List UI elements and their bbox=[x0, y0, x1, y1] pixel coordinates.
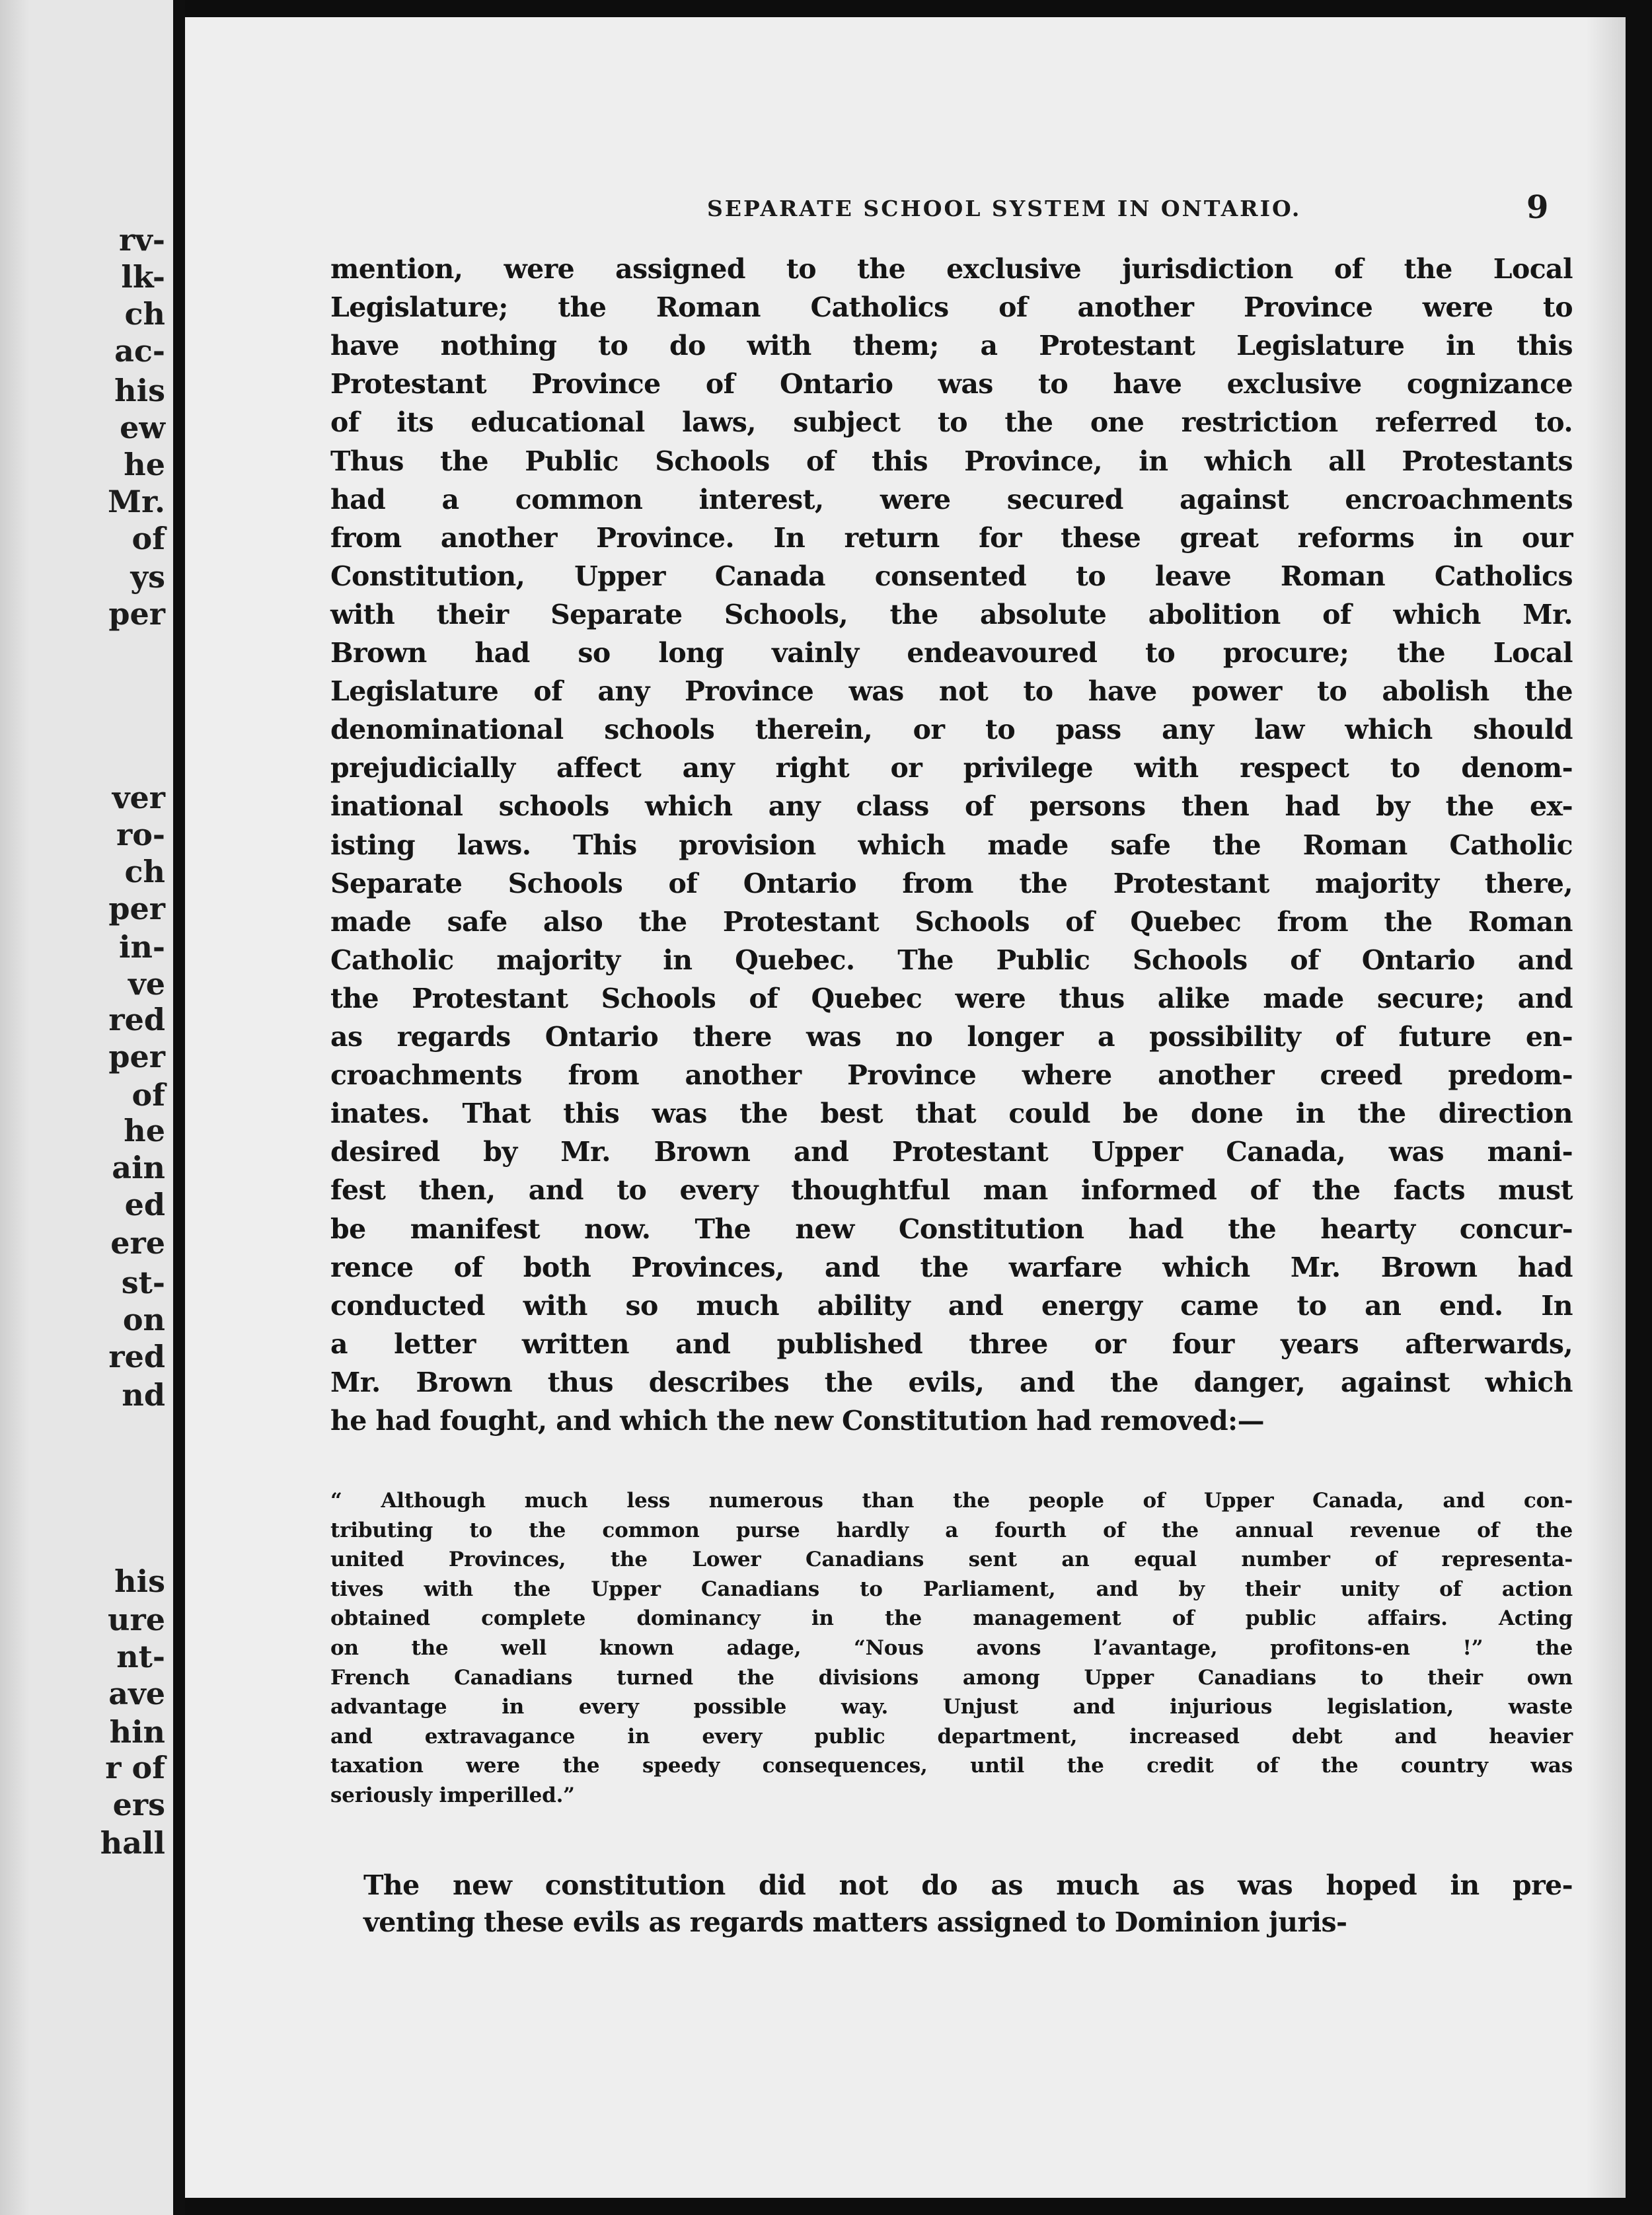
facing-page-text-fragment: r of bbox=[105, 1750, 165, 1785]
facing-page-text-fragment: his bbox=[114, 1563, 165, 1599]
facing-page-text-fragment: hin bbox=[109, 1714, 165, 1750]
body-line: Thus the Public Schools of this Province, in which all Protestants bbox=[330, 445, 1573, 477]
facing-page-text-fragment: ere bbox=[110, 1225, 165, 1261]
body-line: of its educational laws, subject to the one restriction referred to. bbox=[330, 406, 1573, 439]
quote-line: tributing to the common purse hardly a fourth of the annual revenue of the bbox=[330, 1518, 1573, 1542]
facing-page-text-fragment: ys bbox=[130, 559, 165, 595]
body-line: from another Province. In return for these great reforms in our bbox=[330, 521, 1573, 554]
facing-page-text-fragment: of bbox=[131, 1077, 165, 1113]
body-line: Protestant Province of Ontario was to have exclusive cognizance bbox=[330, 368, 1573, 400]
book-page bbox=[185, 17, 1626, 2198]
facing-page-text-fragment: ure bbox=[108, 1602, 165, 1637]
body-line: he had fought, and which the new Constitution had removed:— bbox=[330, 1405, 1264, 1437]
body-line: Legislature of any Province was not to have power to abolish the bbox=[330, 675, 1573, 708]
facing-page-text-fragment: ain bbox=[112, 1150, 165, 1185]
body-line: had a common interest, were secured against encroachments bbox=[330, 483, 1573, 515]
facing-page-text-fragment: rv- bbox=[118, 222, 165, 258]
facing-page-text-fragment: ch bbox=[124, 854, 165, 889]
facing-page-text-fragment: Mr. bbox=[108, 484, 165, 519]
body-line: made safe also the Protestant Schools of Quebec from the Roman bbox=[330, 905, 1573, 938]
quote-line: united Provinces, the Lower Canadians sent an equal number of representa- bbox=[330, 1548, 1573, 1572]
facing-page-text-fragment: ed bbox=[124, 1187, 165, 1222]
facing-page-text-fragment: in- bbox=[118, 929, 165, 965]
body-line: inational schools which any class of persons then had by the ex- bbox=[330, 790, 1573, 823]
body-line: the Protestant Schools of Quebec were thus alike made secure; and bbox=[330, 982, 1573, 1014]
quote-line: tives with the Upper Canadians to Parliament, and by their unity of action bbox=[330, 1577, 1573, 1601]
facing-page-text-fragment: of bbox=[131, 521, 165, 556]
quote-line: on the well known adage, “Nous avons l’avantage, profitons-en !” the bbox=[330, 1636, 1573, 1660]
facing-page-text-fragment: nd bbox=[122, 1377, 165, 1413]
facing-page-text-fragment: per bbox=[108, 1039, 165, 1074]
body-line: desired by Mr. Brown and Protestant Upper Canada, was mani- bbox=[330, 1136, 1573, 1168]
body-line: inates. That this was the best that could be done in the direction bbox=[330, 1098, 1573, 1130]
running-head-title: SEPARATE SCHOOL SYSTEM IN ONTARIO. bbox=[707, 196, 1302, 221]
body-line: fest then, and to every thoughtful man informed of the facts must bbox=[330, 1174, 1573, 1207]
facing-page-text-fragment: ch bbox=[124, 296, 165, 332]
body-line: Constitution, Upper Canada consented to leave Roman Catholics bbox=[330, 560, 1573, 592]
facing-page-text-fragment: red bbox=[108, 1339, 165, 1374]
facing-page-text-fragment: per bbox=[108, 891, 165, 926]
body-line: venting these evils as regards matters assigned to Dominion juris- bbox=[363, 1906, 1347, 1938]
facing-page-text-fragment: ro- bbox=[116, 817, 165, 852]
quote-line: seriously imperilled.” bbox=[330, 1783, 575, 1807]
facing-page-text-fragment: on bbox=[122, 1302, 165, 1337]
body-line: rence of both Provinces, and the warfare which Mr. Brown had bbox=[330, 1251, 1573, 1283]
facing-page-text-fragment: ver bbox=[112, 780, 165, 815]
body-line: a letter written and published three or four years afterwards, bbox=[330, 1328, 1573, 1360]
body-line: croachments from another Province where another creed predom- bbox=[330, 1059, 1573, 1092]
body-line: as regards Ontario there was no longer a possibility of future en- bbox=[330, 1021, 1573, 1053]
body-line: The new constitution did not do as much as was hoped in pre- bbox=[363, 1869, 1573, 1901]
facing-page-text-fragment: red bbox=[108, 1002, 165, 1037]
body-line: prejudicially affect any right or privilege with respect to denom- bbox=[330, 752, 1573, 784]
quote-line: obtained complete dominancy in the management of public affairs. Acting bbox=[330, 1606, 1573, 1631]
body-line: Brown had so long vainly endeavoured to procure; the Local bbox=[330, 637, 1573, 669]
body-line: be manifest now. The new Constitution had the hearty concur- bbox=[330, 1213, 1573, 1245]
body-line: Mr. Brown thus describes the evils, and the danger, against which bbox=[330, 1366, 1573, 1398]
running-head bbox=[515, 177, 1573, 226]
facing-page-text-fragment: he bbox=[124, 1113, 165, 1148]
facing-page-text-fragment: ew bbox=[120, 410, 165, 445]
facing-page-text-fragment: ers bbox=[112, 1787, 165, 1822]
page-number: 9 bbox=[1526, 189, 1549, 226]
book-gutter bbox=[173, 0, 185, 2215]
body-line: isting laws. This provision which made safe the Roman Catholic bbox=[330, 829, 1573, 861]
adjacent-page-edge bbox=[0, 0, 173, 2215]
facing-page-text-fragment: nt- bbox=[116, 1639, 165, 1674]
body-line: have nothing to do with them; a Protestant Legislature in this bbox=[330, 330, 1573, 362]
facing-page-text-fragment: hall bbox=[100, 1825, 165, 1861]
quote-line: and extravagance in every public department, increased debt and heavier bbox=[330, 1724, 1573, 1748]
quote-line: “ Although much less numerous than the people of Upper Canada, and con- bbox=[330, 1489, 1573, 1513]
quote-line: advantage in every possible way. Unjust and injurious legislation, waste bbox=[330, 1695, 1573, 1719]
body-line: Catholic majority in Quebec. The Public Schools of Ontario and bbox=[330, 944, 1573, 976]
body-line: Legislature; the Roman Catholics of another Province were to bbox=[330, 291, 1573, 324]
facing-page-text-fragment: his bbox=[114, 373, 165, 408]
facing-page-text-fragment: ac- bbox=[114, 333, 165, 369]
body-line: mention, were assigned to the exclusive jurisdiction of the Local bbox=[330, 253, 1573, 285]
body-line: with their Separate Schools, the absolute abolition of which Mr. bbox=[330, 598, 1573, 630]
facing-page-text-fragment: st- bbox=[121, 1265, 165, 1300]
facing-page-text-fragment: ve bbox=[128, 966, 165, 1002]
quote-line: taxation were the speedy consequences, until the credit of the country was bbox=[330, 1754, 1573, 1778]
facing-page-text-fragment: ave bbox=[108, 1676, 165, 1711]
body-line: Separate Schools of Ontario from the Protestant majority there, bbox=[330, 867, 1573, 899]
facing-page-text-fragment: lk- bbox=[121, 259, 165, 295]
facing-page-text-fragment: per bbox=[108, 596, 165, 632]
facing-page-text-fragment: he bbox=[124, 447, 165, 482]
body-line: conducted with so much ability and energy came to an end. In bbox=[330, 1289, 1573, 1322]
quote-line: French Canadians turned the divisions among Upper Canadians to their own bbox=[330, 1665, 1573, 1690]
body-line: denominational schools therein, or to pass any law which should bbox=[330, 714, 1573, 746]
